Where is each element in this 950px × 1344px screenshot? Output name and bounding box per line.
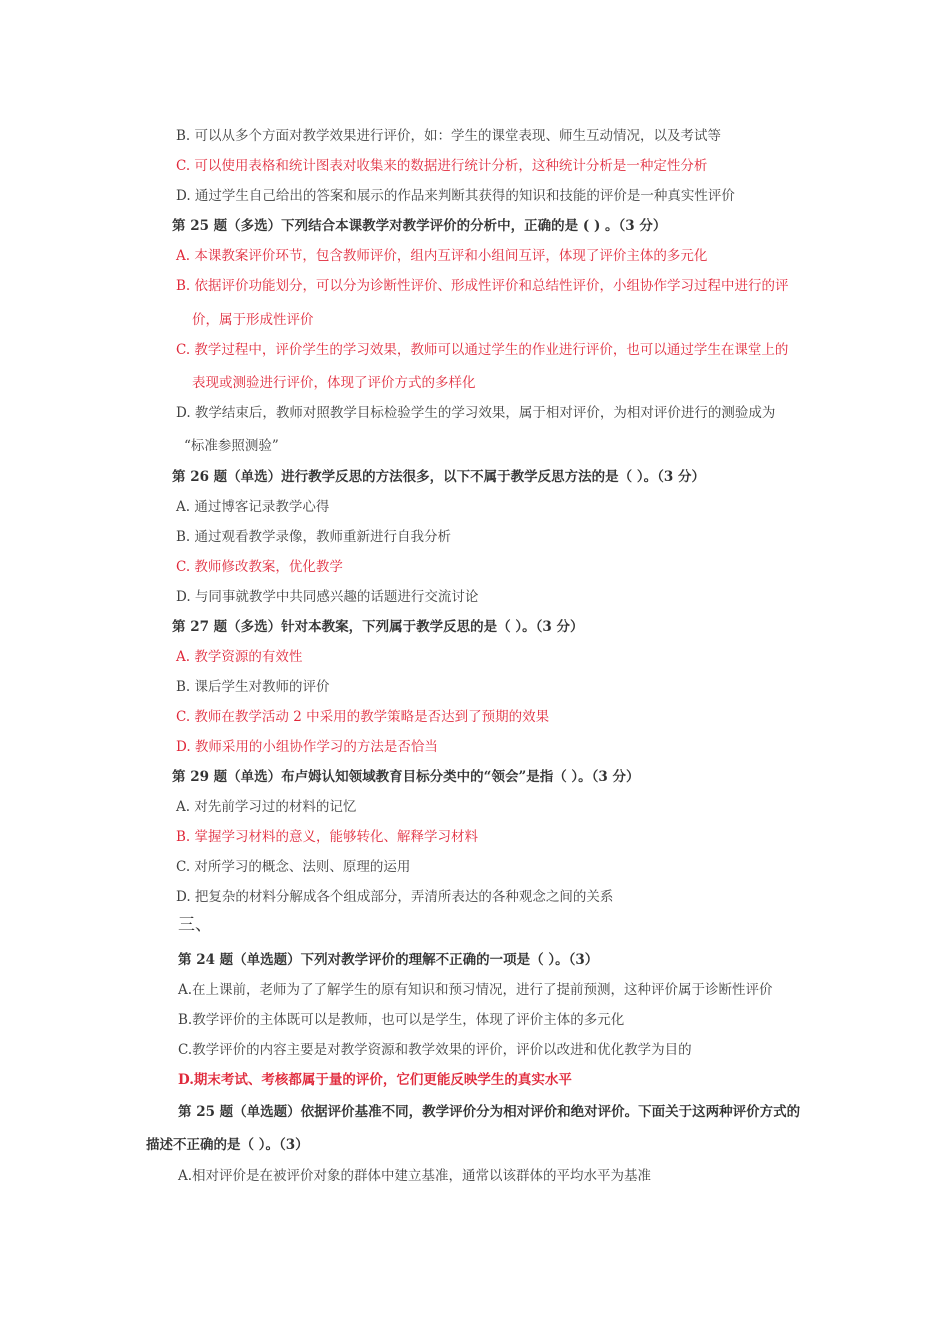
option-line: C. 对所学习的概念、法则、原理的运用: [176, 859, 411, 875]
answer-option-line: C. 可以使用表格和统计图表对收集来的数据进行统计分析，这种统计分析是一种定性分析: [176, 158, 708, 174]
answer-option-line: 表现或测验进行评价，体现了评价方式的多样化: [192, 375, 476, 391]
option-line: D. 把复杂的材料分解成各个组成部分，弄清所表达的各种观念之间的关系: [176, 889, 614, 905]
option-line: A. 通过博客记录教学心得: [176, 499, 330, 515]
option-line: A.相对评价是在被评价对象的群体中建立基准，通常以该群体的平均水平为基准: [178, 1168, 652, 1184]
answer-option-line: D. 教师采用的小组协作学习的方法是否恰当: [176, 739, 438, 755]
option-line: B. 课后学生对教师的评价: [176, 679, 330, 695]
option-line: A. 对先前学习过的材料的记忆: [176, 799, 357, 815]
answer-option-line: 价，属于形成性评价: [192, 312, 314, 328]
question-line: 第 29 题（单选）布卢姆认知领域教育目标分类中的“领会”是指（ ）。（3 分）: [172, 769, 640, 785]
option-line: D. 与同事就教学中共同感兴趣的话题进行交流讨论: [176, 589, 479, 605]
option-line: B. 通过观看教学录像，教师重新进行自我分析: [176, 529, 452, 545]
answer-option-line: C. 教学过程中，评价学生的学习效果，教师可以通过学生的作业进行评价，也可以通过学生在课堂上的: [176, 342, 789, 358]
question-line: 第 25 题（单选题）依据评价基准不同，教学评价分为相对评价和绝对评价。下面关于这两种评价方式的: [178, 1104, 801, 1120]
option-line: C.教学评价的内容主要是对教学资源和教学效果的评价，评价以改进和优化教学为目的: [178, 1042, 692, 1058]
option-line: B. 可以从多个方面对教学效果进行评价，如：学生的课堂表现、师生互动情况，以及考试等: [176, 128, 722, 144]
answer-option-line: D.期末考试、考核都属于量的评价，它们更能反映学生的真实水平: [178, 1072, 572, 1088]
answer-option-line: B. 掌握学习材料的意义，能够转化、解释学习材料: [176, 829, 479, 845]
question-line: 第 25 题（多选）下列结合本课教学对教学评价的分析中，正确的是 ( ) 。（3 分）: [172, 218, 667, 234]
answer-option-line: C. 教师在教学活动 2 中采用的教学策略是否达到了预期的效果: [176, 709, 550, 725]
answer-option-line: C. 教师修改教案，优化教学: [176, 559, 343, 575]
question-line: 第 24 题（单选题）下列对教学评价的理解不正确的一项是（ ）。（3）: [178, 952, 599, 968]
option-line: “标准参照测验”: [184, 438, 279, 454]
question-line: 第 26 题（单选）进行教学反思的方法很多，以下不属于教学反思方法的是（ ）。（3 分）: [172, 469, 705, 485]
question-line-continued: 描述不正确的是（ ）。（3）: [146, 1137, 309, 1153]
answer-option-line: A. 本课教案评价环节，包含教师评价，组内互评和小组间互评，体现了评价主体的多元化: [176, 248, 708, 264]
question-line: 第 27 题（多选）针对本教案，下列属于教学反思的是（ ）。（3 分）: [172, 619, 584, 635]
answer-option-line: A. 教学资源的有效性: [176, 649, 303, 665]
option-line: A.在上课前，老师为了了解学生的原有知识和预习情况，进行了提前预测，这种评价属于诊断性评价: [178, 982, 773, 998]
option-line: D. 通过学生自己给出的答案和展示的作品来判断其获得的知识和技能的评价是一种真实性评价: [176, 188, 735, 204]
section-heading: 三、: [178, 915, 212, 935]
answer-option-line: B. 依据评价功能划分，可以分为诊断性评价、形成性评价和总结性评价，小组协作学习过程中进行的评: [176, 278, 789, 294]
option-line: D. 教学结束后，教师对照教学目标检验学生的学习效果，属于相对评价，为相对评价进行的测验成为: [176, 405, 776, 421]
option-line: B.教学评价的主体既可以是教师，也可以是学生，体现了评价主体的多元化: [178, 1012, 625, 1028]
